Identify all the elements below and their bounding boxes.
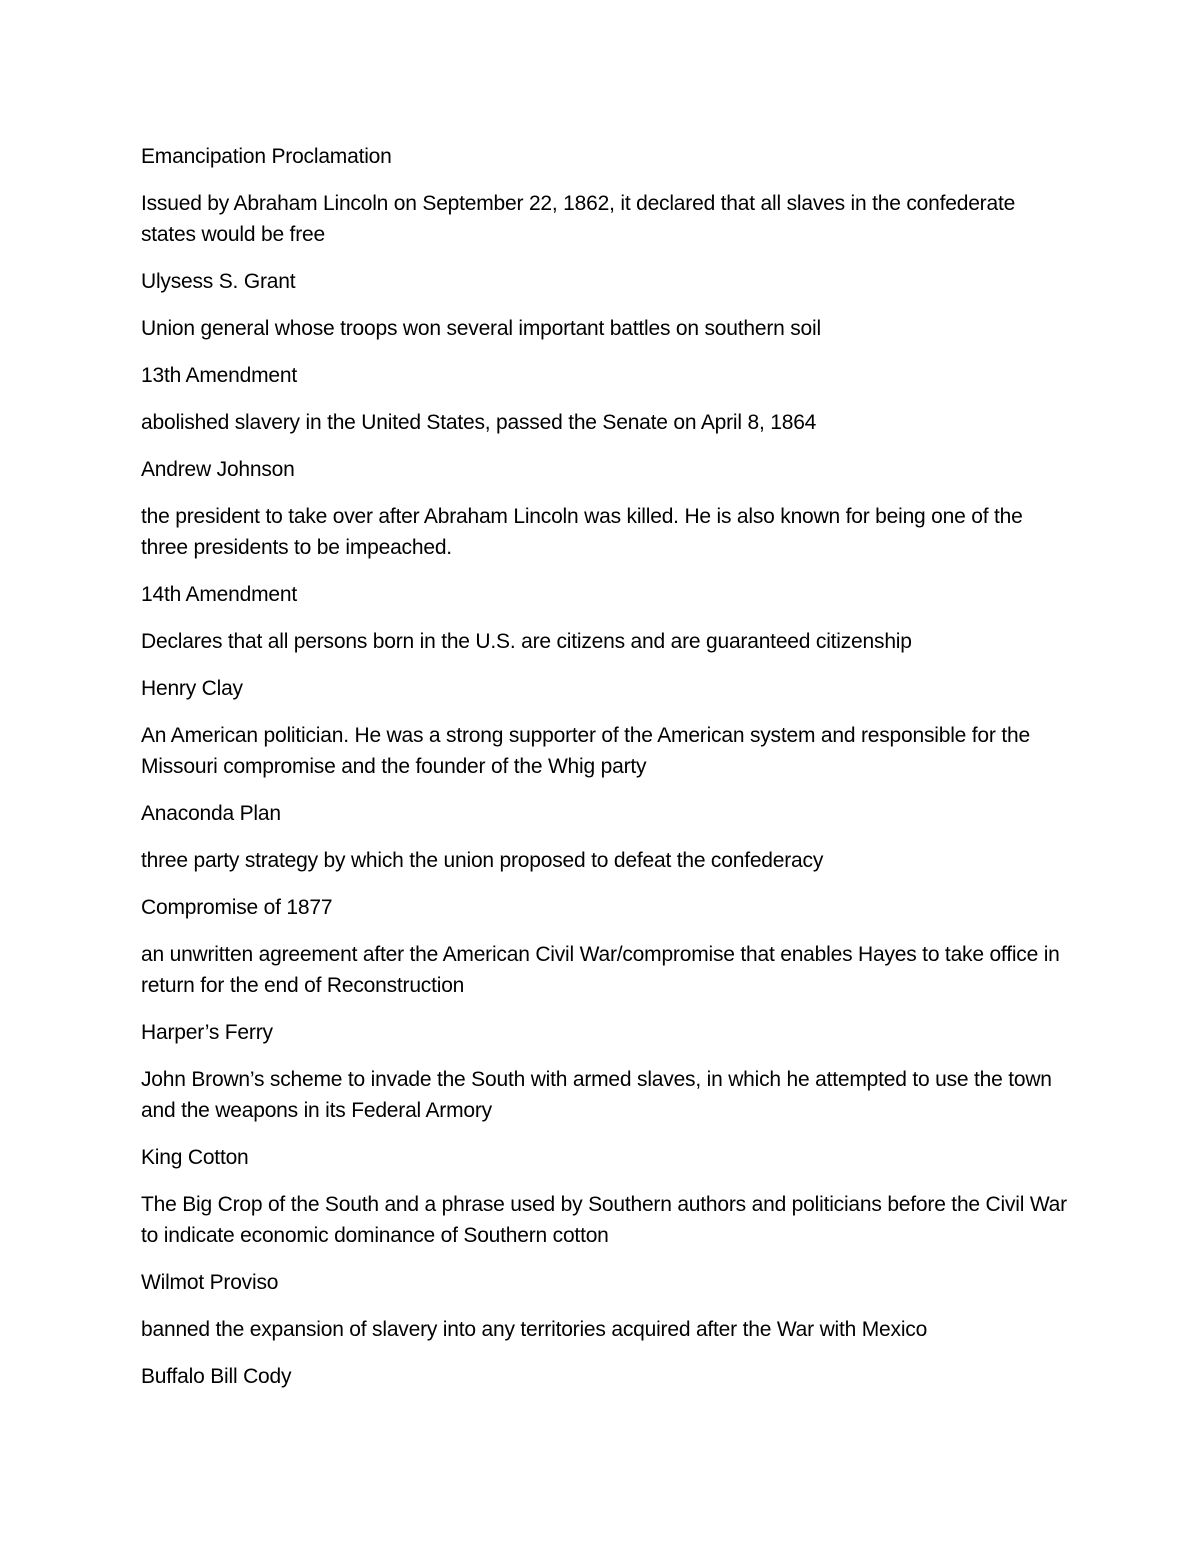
- definition: Issued by Abraham Lincoln on September 22, 1862, it declared that all slaves in the confederate states would be free: [141, 192, 1016, 246]
- term: Ulysess S. Grant: [141, 270, 296, 293]
- term: 13th Amendment: [141, 364, 297, 387]
- definition: John Brown’s scheme to invade the South with armed slaves, in which he attempted to use the town and the weapons in its Federal Armory: [141, 1068, 1052, 1122]
- term: Anaconda Plan: [141, 802, 281, 825]
- definition: three party strategy by which the union proposed to defeat the confederacy: [141, 849, 824, 872]
- term: Compromise of 1877: [141, 896, 333, 919]
- document-body: [141, 141, 1071, 1408]
- term: Buffalo Bill Cody: [141, 1365, 292, 1388]
- definition: banned the expansion of slavery into any territories acquired after the War with Mexico: [141, 1318, 928, 1341]
- definition: An American politician. He was a strong supporter of the American system and responsible for the Missouri compromise and the founder of the Whig party: [141, 724, 1030, 778]
- definition: Declares that all persons born in the U.S. are citizens and are guaranteed citizenship: [141, 630, 912, 653]
- definition: an unwritten agreement after the American Civil War/compromise that enables Hayes to take office in return for the end of Reconstruction: [141, 943, 1060, 997]
- definition: abolished slavery in the United States, passed the Senate on April 8, 1864: [141, 411, 817, 434]
- definition: the president to take over after Abraham Lincoln was killed. He is also known for being one of the three presidents to be impeached.: [141, 505, 1023, 559]
- term: Emancipation Proclamation: [141, 145, 392, 168]
- term: Andrew Johnson: [141, 458, 295, 481]
- definition: The Big Crop of the South and a phrase used by Southern authors and politicians before the Civil War to indicate economic dominance of Southern cotton: [141, 1193, 1067, 1247]
- term: Harper’s Ferry: [141, 1021, 273, 1044]
- term: King Cotton: [141, 1146, 249, 1169]
- definition: Union general whose troops won several important battles on southern soil: [141, 317, 821, 340]
- term: Wilmot Proviso: [141, 1271, 279, 1294]
- term: Henry Clay: [141, 677, 243, 700]
- term: 14th Amendment: [141, 583, 297, 606]
